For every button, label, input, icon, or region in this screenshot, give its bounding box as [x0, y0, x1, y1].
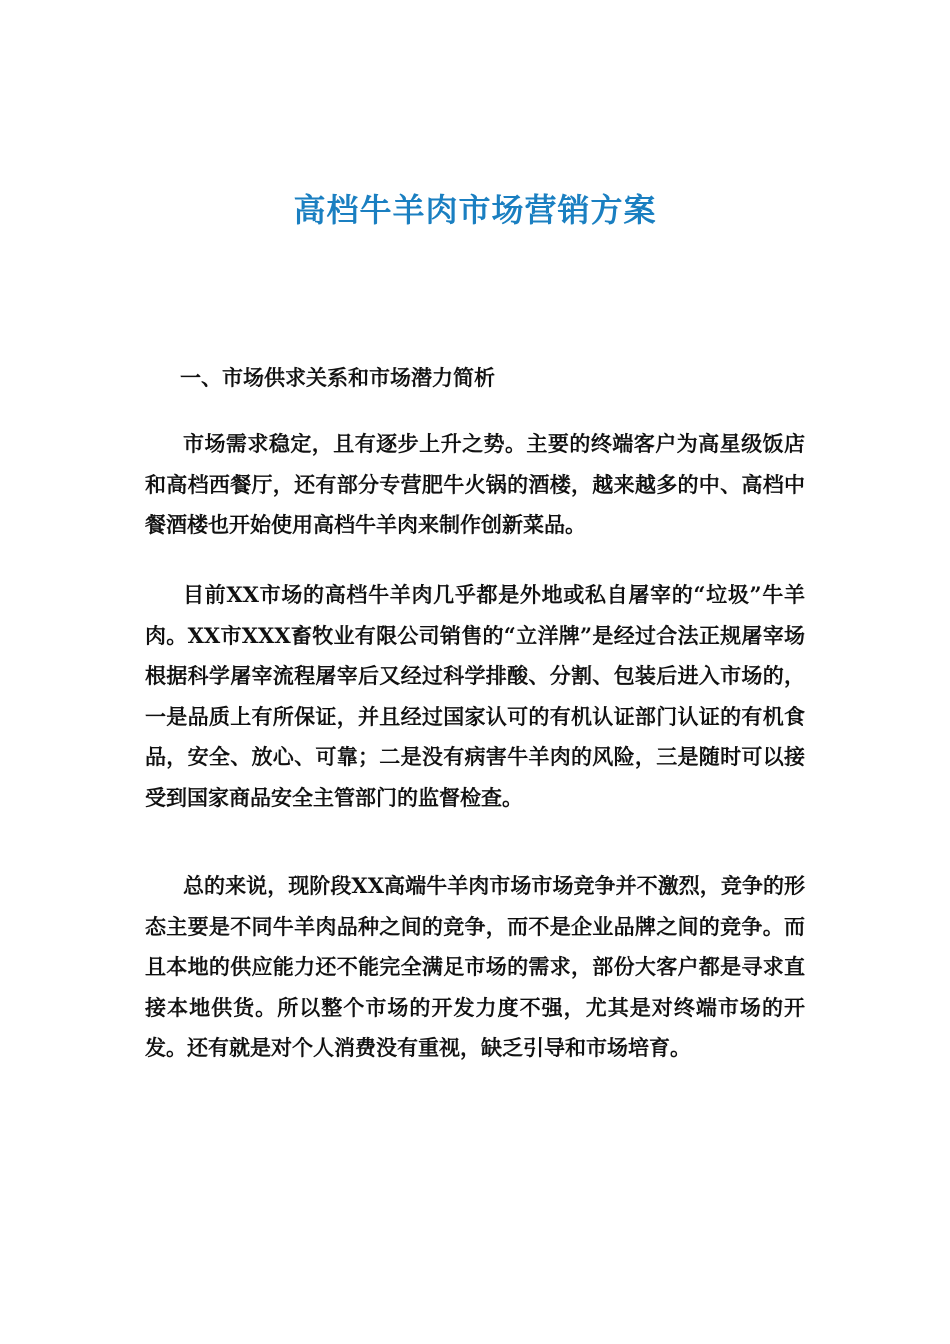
document-title: 高档牛羊肉市场营销方案 [293, 191, 657, 229]
paragraph-competition-summary: 总的来说，现阶段XX高端牛羊肉市场市场竞争并不激烈，竞争的形态主要是不同牛羊肉品种之间的竞争，而不是企业品牌之间的竞争。而且本地的供应能力还不能完全满足市场的需求，部份大客户都是寻求直接本地供货。所以整个市场的开发力度不强，尤其是对终端市场的开发。还有就是对个人消费没有重视，缺乏引导和市场培育。 [145, 873, 805, 1060]
paragraph-market-demand: 市场需求稳定，且有逐步上升之势。主要的终端客户为高星级饭店和高档西餐厅，还有部分专营肥牛火锅的酒楼，越来越多的中、高档中餐酒楼也开始使用高档牛羊肉来制作创新菜品。 [145, 431, 805, 537]
paragraph-current-market: 目前XX市场的高档牛羊肉几乎都是外地或私自屠宰的“垃圾”牛羊肉。XX市XXX畜牧业有限公司销售的“立洋牌”是经过合法正规屠宰场根据科学屠宰流程屠宰后又经过科学排酸、分割、包装后进入市场的，一是品质上有所保证，并且经过国家认可的有机认证部门认证的有机食品，安全、放心、可靠；二是没有病害牛羊肉的风险，三是随时可以接受到国家商品安全主管部门的监督检查。 [145, 582, 805, 810]
section-heading: 一、市场供求关系和市场潜力简析 [180, 365, 495, 390]
